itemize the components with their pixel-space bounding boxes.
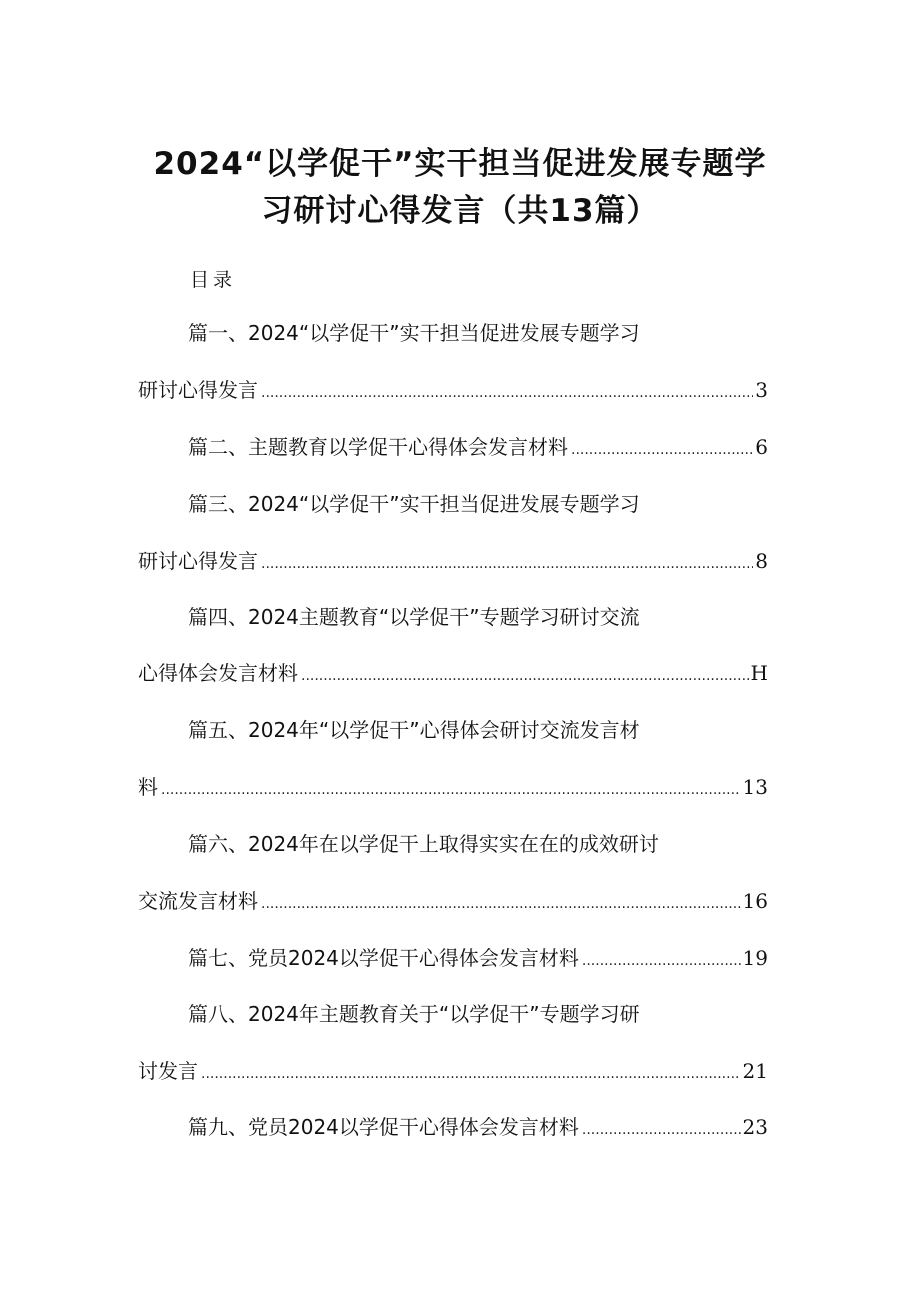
toc-entry-text: 篇七、党员2024以学促干心得体会发言材料 bbox=[188, 946, 579, 970]
toc-entry-text: 篇三、2024“以学促干”实干担当促进发展专题学习 bbox=[188, 492, 640, 516]
toc-heading: 目录 bbox=[190, 269, 237, 291]
toc-entry-4-title[interactable] bbox=[188, 604, 768, 630]
toc-page-number: 13 bbox=[742, 775, 768, 799]
toc-entry-1-title[interactable] bbox=[188, 320, 768, 346]
toc-page-number: 23 bbox=[742, 1115, 768, 1139]
toc-entry-7[interactable] bbox=[188, 945, 768, 974]
toc-entry-3-continuation[interactable] bbox=[138, 548, 768, 577]
toc-entry-text: 讨发言 bbox=[138, 1059, 198, 1083]
toc-entry-text: 篇五、2024年“以学促干”心得体会研讨交流发言材 bbox=[188, 718, 640, 742]
toc-entry-text: 篇八、2024年主题教育关于“以学促干”专题学习研 bbox=[188, 1002, 640, 1026]
toc-page-number: 19 bbox=[742, 946, 768, 970]
dot-leader bbox=[261, 551, 753, 577]
toc-entry-text: 研讨心得发言 bbox=[138, 378, 258, 402]
toc-entry-4-continuation[interactable] bbox=[138, 660, 768, 689]
toc-page-number: 21 bbox=[742, 1059, 768, 1083]
dot-leader bbox=[261, 380, 753, 406]
toc-entry-6-title[interactable] bbox=[188, 831, 768, 857]
toc-entry-2[interactable] bbox=[188, 434, 768, 463]
dot-leader bbox=[201, 1061, 741, 1087]
toc-entry-8-continuation[interactable] bbox=[138, 1058, 768, 1087]
toc-page-number: 16 bbox=[742, 889, 768, 913]
dot-leader bbox=[582, 1117, 741, 1143]
toc-page-number: 8 bbox=[755, 549, 768, 573]
dot-leader bbox=[301, 663, 749, 689]
toc-entry-text: 研讨心得发言 bbox=[138, 549, 258, 573]
document-title-line-2: 习研讨心得发言（共13篇） bbox=[261, 193, 659, 229]
toc-entry-5-continuation[interactable] bbox=[138, 774, 768, 803]
toc-entry-text: 料 bbox=[138, 775, 158, 799]
toc-page-number: 3 bbox=[755, 378, 768, 402]
toc-entry-6-continuation[interactable] bbox=[138, 888, 768, 917]
toc-entry-text: 篇九、党员2024以学促干心得体会发言材料 bbox=[188, 1115, 579, 1139]
dot-leader bbox=[571, 437, 753, 463]
toc-entry-text: 心得体会发言材料 bbox=[138, 661, 298, 685]
dot-leader bbox=[261, 891, 741, 917]
dot-leader bbox=[582, 948, 741, 974]
toc-entry-text: 篇四、2024主题教育“以学促干”专题学习研讨交流 bbox=[188, 605, 640, 629]
toc-entry-3-title[interactable] bbox=[188, 491, 768, 517]
document-title-line-1: 2024“以学促干”实干担当促进发展专题学 bbox=[153, 146, 767, 182]
toc-entry-text: 篇二、主题教育以学促干心得体会发言材料 bbox=[188, 435, 568, 459]
toc-entry-9[interactable] bbox=[188, 1114, 768, 1143]
dot-leader bbox=[161, 777, 741, 803]
toc-entry-8-title[interactable] bbox=[188, 1001, 768, 1027]
toc-entry-5-title[interactable] bbox=[188, 717, 768, 743]
toc-entry-1-continuation[interactable] bbox=[138, 377, 768, 406]
toc-entry-text: 篇一、2024“以学促干”实干担当促进发展专题学习 bbox=[188, 321, 640, 345]
toc-entry-text: 篇六、2024年在以学促干上取得实实在在的成效研讨 bbox=[188, 832, 659, 856]
toc-page-number: H bbox=[750, 661, 768, 685]
toc-entry-text: 交流发言材料 bbox=[138, 889, 258, 913]
toc-page-number: 6 bbox=[755, 435, 768, 459]
